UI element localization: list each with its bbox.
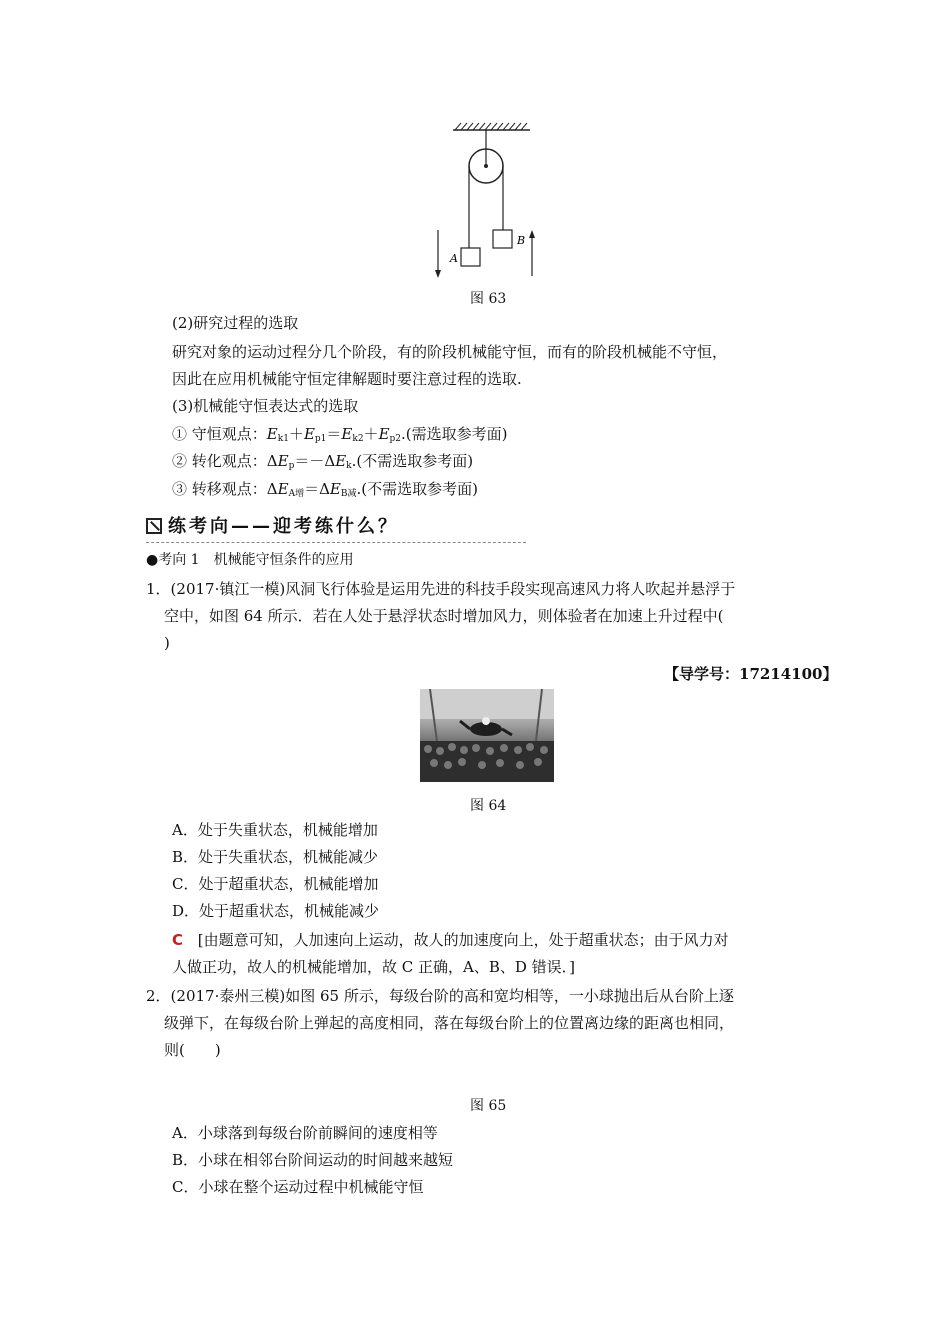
q1-guide-number: 【导学号：17214100】: [664, 665, 838, 683]
fig65-caption: 图 65: [470, 1098, 507, 1114]
q1-explanation-line1: [172, 927, 729, 954]
fig63-label-b: B: [517, 234, 526, 247]
q1-line2: 空中，如图 64 所示．若在人处于悬浮状态时增加风力，则体验者在加速上升过程中(: [164, 607, 724, 625]
q1-option-c: C．处于超重状态，机械能增加: [172, 875, 379, 893]
section2-line2: 因此在应用机械能守恒定律解题时要注意过程的选取.: [172, 370, 522, 388]
wind-tunnel-photo: [420, 689, 554, 782]
formula2-note: .(不需选取参考面): [351, 452, 474, 470]
q2-option-b: B．小球在相邻台阶间运动的时间越来越短: [172, 1151, 454, 1169]
q1-line1: 1．(2017·镇江一模)风洞飞行体验是运用先进的科技手段实现高速风力将人吹起并悬浮于: [146, 580, 736, 598]
kaoxiang-1: ●考向 1 机械能守恒条件的应用: [146, 552, 354, 568]
q2-line2: 级弹下，在每级台阶上弹起的高度相同，落在每级台阶上的位置离边缘的距离也相同，: [164, 1014, 735, 1032]
formula-conversion: ② 转化观点：$\Delta E_p=-\Delta E_k$.(不需选取参考面): [172, 452, 474, 471]
formula1-note: .(需选取参考面): [401, 425, 508, 443]
formula-transfer: ③ 转移观点：$\Delta E_{A增}=\Delta E_{B减}$.(不需选取参考面): [172, 480, 478, 499]
formula2-prefix: ② 转化观点：: [172, 452, 267, 470]
formula-conservation: ① 守恒观点：$E_{k1}+E_{p1}=E_{k2}+E_{p2}$.(需选取参考面): [172, 425, 508, 444]
q1-explain1: [由题意可知，人加速向上运动，故人的加速度向上，处于超重状态；由于风力对: [197, 931, 729, 949]
q2-line1: 2．(2017·泰州三模)如图 65 所示，每级台阶的高和宽均相等，一小球抛出后从台阶上逐: [146, 987, 734, 1005]
fig63-caption: 图 63: [470, 291, 507, 307]
fig63-label-a: A: [450, 252, 458, 265]
q1-answer: C: [172, 931, 184, 949]
practice-heading: [146, 512, 526, 543]
q1-option-b: B．处于失重状态，机械能减少: [172, 848, 379, 866]
section2-line1: 研究对象的运动过程分几个阶段，有的阶段机械能守恒，而有的阶段机械能不守恒，: [172, 343, 728, 361]
practice-heading-title: 练考向——迎考练什么？: [168, 516, 399, 537]
q1-explanation-line2: 人做正功，故人的机械能增加，故 C 正确，A、B、D 错误．]: [172, 958, 576, 976]
fig64-caption: 图 64: [470, 798, 507, 814]
section2-heading: (2)研究过程的选取: [172, 314, 299, 332]
formula3-note: .(不需选取参考面): [356, 480, 478, 498]
q2-option-a: A．小球落到每级台阶前瞬间的速度相等: [172, 1124, 438, 1142]
q1-option-a: A．处于失重状态，机械能增加: [172, 821, 378, 839]
section3-heading: (3)机械能守恒表达式的选取: [172, 397, 359, 415]
pulley-diagram: [420, 118, 560, 283]
formula1-prefix: ① 守恒观点：: [172, 425, 267, 443]
q1-option-d: D．处于超重状态，机械能减少: [172, 902, 380, 920]
formula3-prefix: ③ 转移观点：: [172, 480, 267, 498]
q2-line3: 则( ): [164, 1041, 221, 1059]
checkbox-icon: [146, 518, 162, 534]
q1-line3: ): [164, 634, 170, 652]
q2-option-c: C．小球在整个运动过程中机械能守恒: [172, 1178, 424, 1196]
